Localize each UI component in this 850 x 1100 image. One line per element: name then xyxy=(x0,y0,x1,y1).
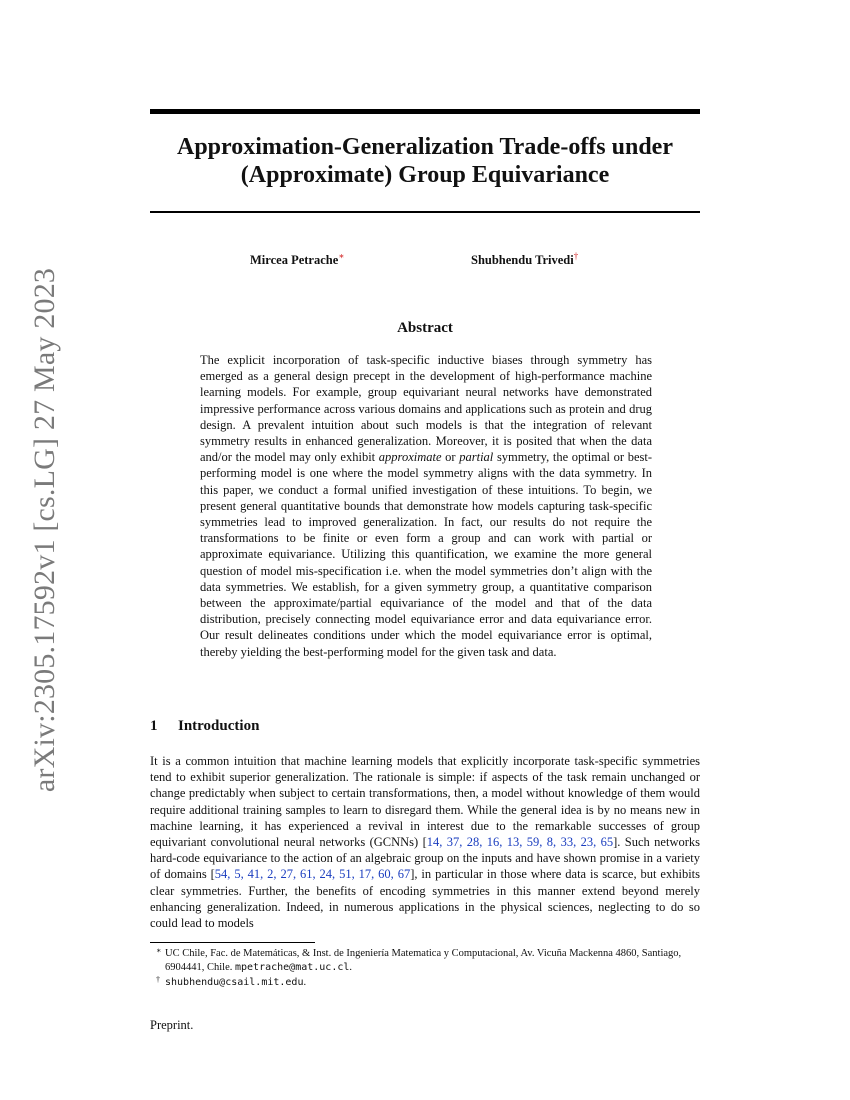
citation-links-1[interactable]: 14, 37, 28, 16, 13, 59, 8, 33, 23, 65 xyxy=(426,835,614,850)
footnote-2 xyxy=(150,976,700,990)
section-title: Introduction xyxy=(178,718,260,734)
footnote-1-text: UC Chile, Fac. de Matemáticas, & Inst. de Ingeniería Matematica y Computacional, Av. Vicuña Mackenna 4860, Santiago, 6904441, Chile. xyxy=(165,948,682,973)
footnote-1-tail: . xyxy=(349,961,353,973)
author-2-footnote-mark[interactable]: † xyxy=(573,251,579,261)
abstract-heading: Abstract xyxy=(397,320,453,336)
abstract-em-partial: partial xyxy=(459,450,494,465)
abstract-text-3: symmetry, the optimal or best-performing model is one where the model symmetry aligns with the data symmetry. In this paper, we conduct a formal unified investigation of these intuitions. To begin, we present general quantitative bounds that demonstrate how models capturing task-specific symmetries lead to improved generalization. In fact, our results do not require the transformations to be finite or even form a group and can work with partial or approximate equivariance. Utilizing this quantification, we examine the more general question of model mis-specification i.e. when the model symmetries don’t align with the data symmetries. We establish, for a given symmetry group, a quantitative comparison between the approximate/partial equivariance of the model and that of the data distribution, precisely connecting model equivariance error and data equivariance error. Our result delineates conditions under which the model equivariance error is optimal, thereby yielding the best-performing model for the given task and data. xyxy=(200,450,653,659)
intro-text-3: ], in particular in those where data is scarce, but exhibits clear symmetries. Further, the benefits of encoding symmetries in this manner extend beyond merely enhancing generalization. Indeed, in numerous applications in the physical sciences, neglecting to do so could lead to models xyxy=(150,867,701,931)
author-2 xyxy=(471,251,578,268)
abstract-text-2: or xyxy=(441,450,460,465)
preprint-footer: Preprint. xyxy=(150,1018,194,1032)
intro-text-2: ]. Such networks hard-code equivariance to the action of an algebraic group on the inputs and have shown promise in a variety of domains [ xyxy=(150,835,700,882)
footnote-rule xyxy=(150,942,315,943)
author-1-name: Mircea Petrache xyxy=(250,253,339,268)
title-rule xyxy=(150,211,700,213)
footnote-2-mark: † xyxy=(156,975,160,984)
author-1 xyxy=(250,251,344,268)
author-2-name: Shubhendu Trivedi xyxy=(471,253,574,268)
abstract-body xyxy=(200,352,652,660)
introduction-body xyxy=(150,753,700,931)
paper-title xyxy=(140,133,710,189)
top-rule xyxy=(150,109,700,114)
citation-links-2[interactable]: 54, 5, 41, 2, 27, 61, 24, 51, 17, 60, 67 xyxy=(214,867,411,882)
arxiv-identifier-text: arXiv:2305.17592v1 [cs.LG] 27 May 2023 xyxy=(28,267,61,793)
author-1-footnote-mark[interactable]: ∗ xyxy=(338,251,345,261)
footnote-2-tail: . xyxy=(303,977,307,988)
section-number: 1 xyxy=(150,718,158,734)
footnote-1-mark: ∗ xyxy=(156,946,162,955)
footnote-1-email[interactable]: mpetrache@mat.uc.cl xyxy=(235,961,350,973)
title-line-1: Approximation-Generalization Trade-offs under xyxy=(177,134,673,160)
footnote-1 xyxy=(150,947,700,974)
intro-text-1: It is a common intuition that machine learning models that explicitly incorporate task-specific symmetries tend to exhibit superior generalization. The rationale is simple: if aspects of the task remain unchanged or change predictably when subject to certain transformations, then, a model without knowledge of them would require additional training samples to learn to disregard them. While the general idea is by no means new in machine learning, it has experienced a revival in interest due to the remarkable successes of group equivariant convolutional neural networks (GCNNs) [ xyxy=(150,754,700,850)
section-heading-introduction xyxy=(150,718,259,735)
footnote-2-email[interactable]: shubhendu@csail.mit.edu xyxy=(165,977,304,988)
title-line-2: (Approximate) Group Equivariance xyxy=(240,162,610,188)
abstract-text-1: The explicit incorporation of task-specific inductive biases through symmetry has emerged as a general design precept in the development of high-performance machine learning models. For example, group equivariant neural networks have demonstrated impressive performance across various domains and applications such as protein and drug design. A prevalent intuition about such models is that the integration of relevant symmetry results in enhanced generalization. Moreover, it is posited that when the data and/or the model may only exhibit xyxy=(200,353,652,465)
abstract-em-approximate: approximate xyxy=(378,450,442,465)
